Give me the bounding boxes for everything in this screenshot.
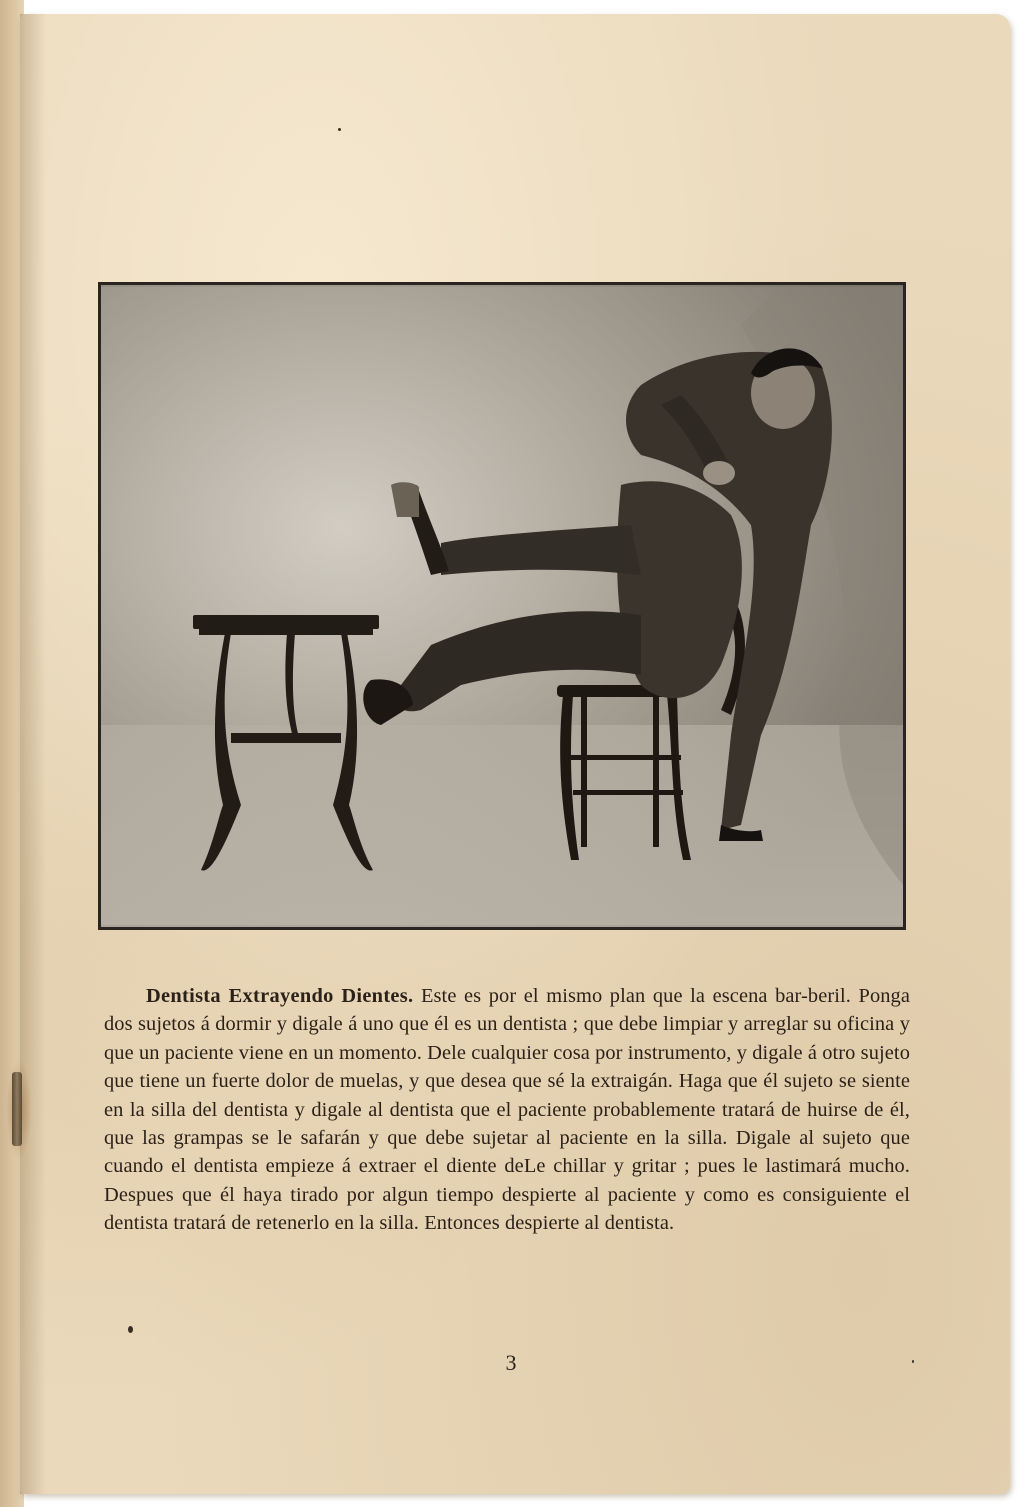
halftone-photograph: [98, 282, 906, 930]
ink-speck: [128, 1326, 133, 1333]
ink-speck: [912, 1360, 914, 1363]
spine-shadow: [20, 14, 46, 1494]
photo-illustration: [101, 285, 903, 927]
page-number: 3: [505, 1350, 517, 1375]
ink-speck: [338, 128, 341, 131]
photo-caption: [104, 982, 910, 1238]
caption-body: Este es por el mismo plan que la escena bar-beril. Ponga dos sujetos á dormir y digale á uno que él es un dentista ; que debe limpiar y arreglar su oficina y que un paciente viene en un momento. Dele cualquier cosa por instrumento, y digale á otro sujeto que tiene un fuerte dolor de muelas, y que desea que sé la extraigán. Haga que él sujeto se siente en la silla del dentista y digale al dentista que el paciente probablemente tratará de huirse de él, que las grampas se le safarán y que debe sujetar al paciente en la silla. Digale al sujeto que cuando el dentista empieze á extraer el diente deLe chillar y gritar ; pues le lastimará mucho. Despues que él haya tirado por algun tiempo despierte al paciente y como es consiguiente el dentista tratará de retenerlo en la silla. Entonces despierte al dentista.: [104, 985, 910, 1235]
caption-title: Dentista Extrayendo Dientes.: [146, 985, 414, 1007]
binding-staple: [12, 1072, 22, 1146]
